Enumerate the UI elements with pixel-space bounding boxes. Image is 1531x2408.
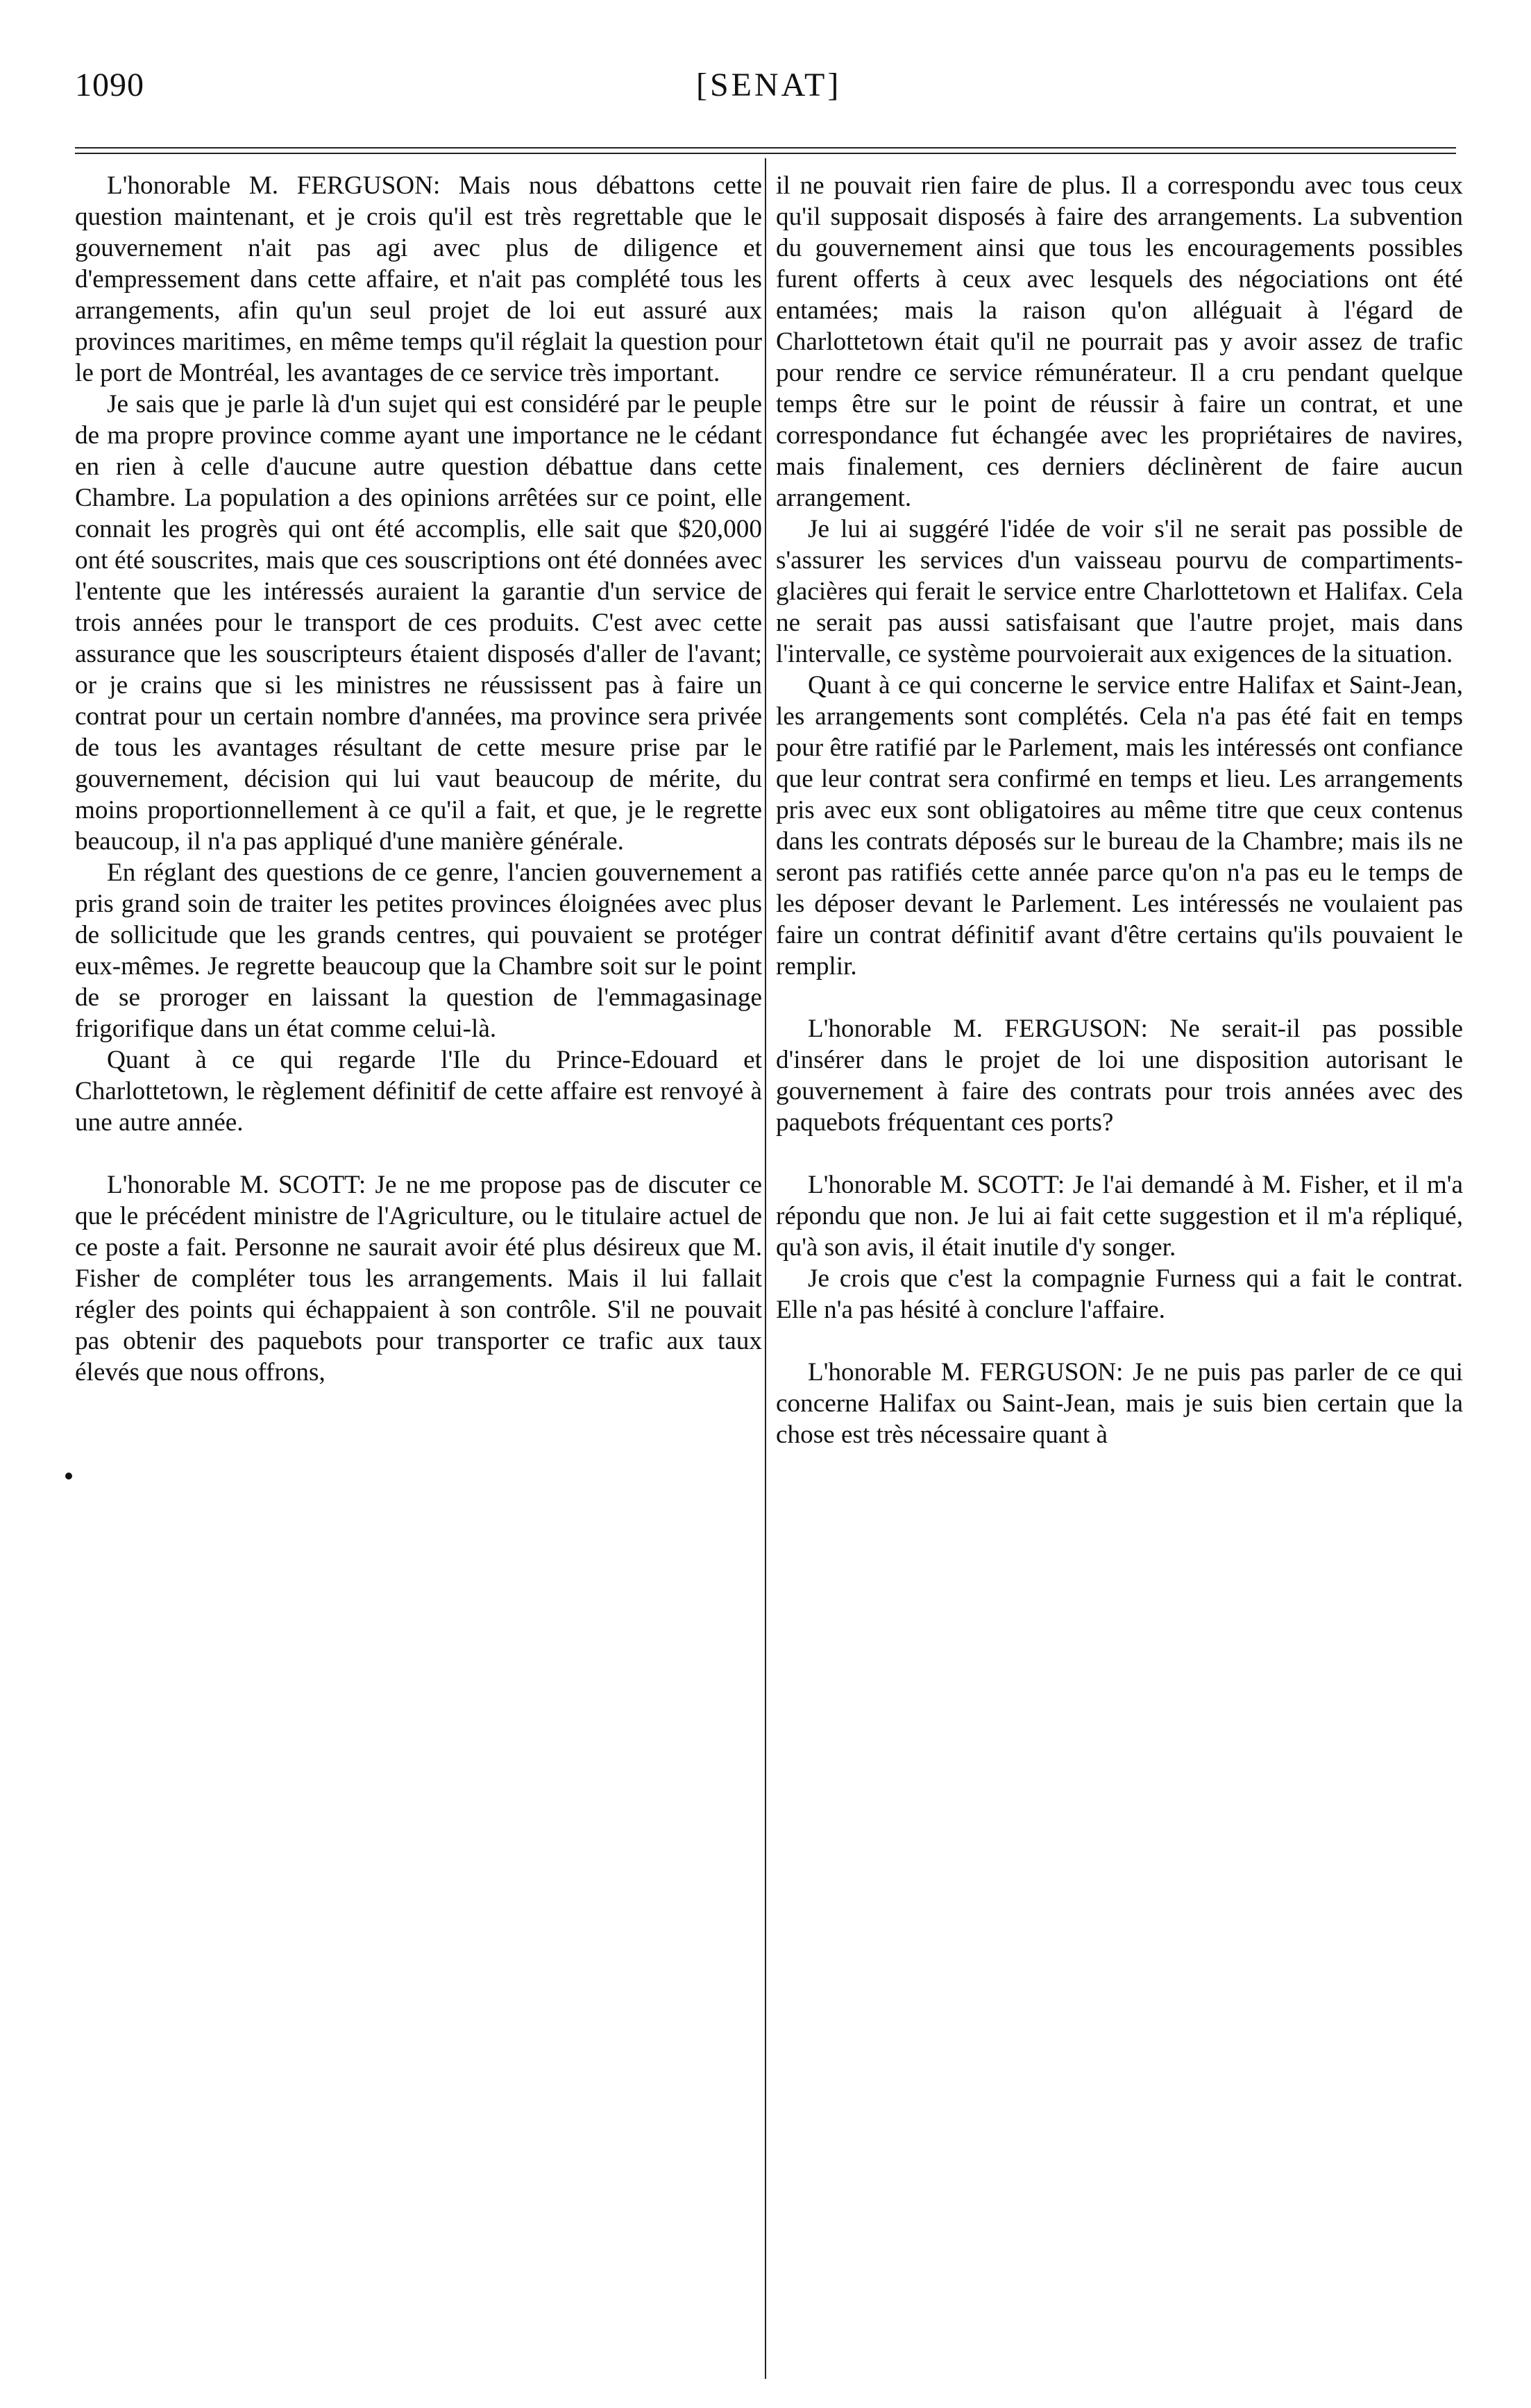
left-column bbox=[75, 170, 762, 1388]
paragraph: Quant à ce qui concerne le service entre Halifax et Saint-Jean, les arrangements sont complétés. Cela n'a pas été fait en temps pour être ratifié par le Parlement, mais les intéressés ont confiance que leur contrat sera confirmé en temps et lieu. Les arrangements pris avec eux sont obligatoires au même titre que ceux contenus dans les contrats déposés sur le bureau de la Chambre; mais ils ne seront pas ratifiés cette année parce qu'on n'a pas eu le temps de les déposer devant le Parlement. Les intéressés ne voulaient pas faire un contrat définitif avant d'être certains qu'ils pouvaient le remplir. bbox=[776, 671, 1463, 981]
paragraph-ferguson-speech: L'honorable M. FERGUSON: Ne serait-il pas possible d'insérer dans le projet de loi une disposition autorisant le gouvernement à faire des contrats pour trois années avec des paquebots fréquentant ces ports? bbox=[776, 1015, 1463, 1137]
paragraph-ferguson-speech: L'honorable M. FERGUSON: Je ne puis pas parler de ce qui concerne Halifax ou Saint-Jean, mais je suis bien certain que la chose est très nécessaire quant à bbox=[776, 1358, 1463, 1449]
header-rule-bottom bbox=[75, 153, 1456, 154]
header-rule-top bbox=[75, 147, 1456, 149]
running-head: [SENAT] bbox=[696, 67, 842, 103]
column-divider bbox=[765, 158, 766, 2379]
paragraph-continued: il ne pouvait rien faire de plus. Il a correspondu avec tous ceux qu'il supposait disposés à faire des arrangements. La subvention du gouvernement ainsi que tous les encouragements possibles furent offerts à ceux avec lesquels des négociations ont été entamées; mais la raison qu'on alléguait à l'égard de Charlottetown était qu'il ne pourrait pas y avoir assez de trafic pour rendre ce service rémunérateur. Il a cru pendant quelque temps être sur le point de réussir à faire un contrat, et une correspondance fut échangée avec les propriétaires de navires, mais finalement, ces derniers déclinèrent de faire aucun arrangement. bbox=[776, 171, 1463, 512]
right-column bbox=[776, 170, 1463, 1450]
paragraph-scott-speech: L'honorable M. SCOTT: Je ne me propose pas de discuter ce que le précédent ministre de l'Agriculture, ou le titulaire actuel de ce poste a fait. Personne ne saurait avoir été plus désireux que M. Fisher de compléter tous les arrangements. Mais il lui fallait régler des points qui échappaient à son contrôle. S'il ne pouvait pas obtenir des paquebots pour transporter ce trafic aux taux élevés que nous offrons, bbox=[75, 1171, 762, 1387]
paragraph: Je sais que je parle là d'un sujet qui est considéré par le peuple de ma propre province comme ayant une importance ne le cédant en rien à celle d'aucune autre question débattue dans cette Chambre. La population a des opinions arrêtées sur ce point, elle connait les progrès qui ont été accomplis, elle sait que $20,000 ont été souscrites, mais que ces souscriptions ont été données avec l'entente que les intéressés auraient la garantie d'un service de trois années pour le transport de ces produits. C'est avec cette assurance que les souscripteurs étaient disposés d'aller de l'avant; or je crains que si les ministres ne réussissent pas à faire un contrat pour un certain nombre d'années, ma province sera privée de tous les avantages résultant de cette mesure prise par le gouvernement, décision qui lui vaut beaucoup de mérite, du moins proportionnellement à ce qu'il a fait, et que, je le regrette beaucoup, il n'a pas appliqué d'une manière générale. bbox=[75, 390, 762, 856]
paragraph-scott-speech: L'honorable M. SCOTT: Je l'ai demandé à M. Fisher, et il m'a répondu que non. Je lui ai fait cette suggestion et il m'a répliqué, qu'à son avis, il était inutile d'y songer. bbox=[776, 1171, 1463, 1262]
paragraph: Je lui ai suggéré l'idée de voir s'il ne serait pas possible de s'assurer les services d'un vaisseau pourvu de compartiments-glacières qui ferait le service entre Charlottetown et Halifax. Cela ne serait pas aussi satisfaisant que l'autre projet, mais dans l'intervalle, ce système pourvoierait aux exigences de la situation. bbox=[776, 515, 1463, 668]
paragraph: Quant à ce qui regarde l'Ile du Prince-Edouard et Charlottetown, le règlement définitif de cette affaire est renvoyé à une autre année. bbox=[75, 1046, 762, 1137]
paragraph-ferguson-speech: L'honorable M. FERGUSON: Mais nous débattons cette question maintenant, et je crois qu'il est très regrettable que le gouvernement n'ait pas agi avec plus de diligence et d'empressement dans cette affaire, et n'ait pas complété tous les arrangements, afin qu'un seul projet de loi eut assuré aux provinces maritimes, en même temps qu'il réglait la question pour le port de Montréal, les avantages de ce service très important. bbox=[75, 171, 762, 387]
paragraph: Je crois que c'est la compagnie Furness qui a fait le contrat. Elle n'a pas hésité à conclure l'affaire. bbox=[776, 1264, 1463, 1324]
page-header bbox=[0, 0, 1531, 160]
paragraph: En réglant des questions de ce genre, l'ancien gouvernement a pris grand soin de traiter les petites provinces éloignées avec plus de sollicitude que les grands centres, qui pouvaient se protéger eux-mêmes. Je regrette beaucoup que la Chambre soit sur le point de se proroger en laissant la question de l'emmagasinage frigorifique dans un état comme celui-là. bbox=[75, 858, 762, 1043]
page-number: 1090 bbox=[75, 67, 144, 103]
margin-bullet-mark bbox=[65, 1473, 72, 1479]
